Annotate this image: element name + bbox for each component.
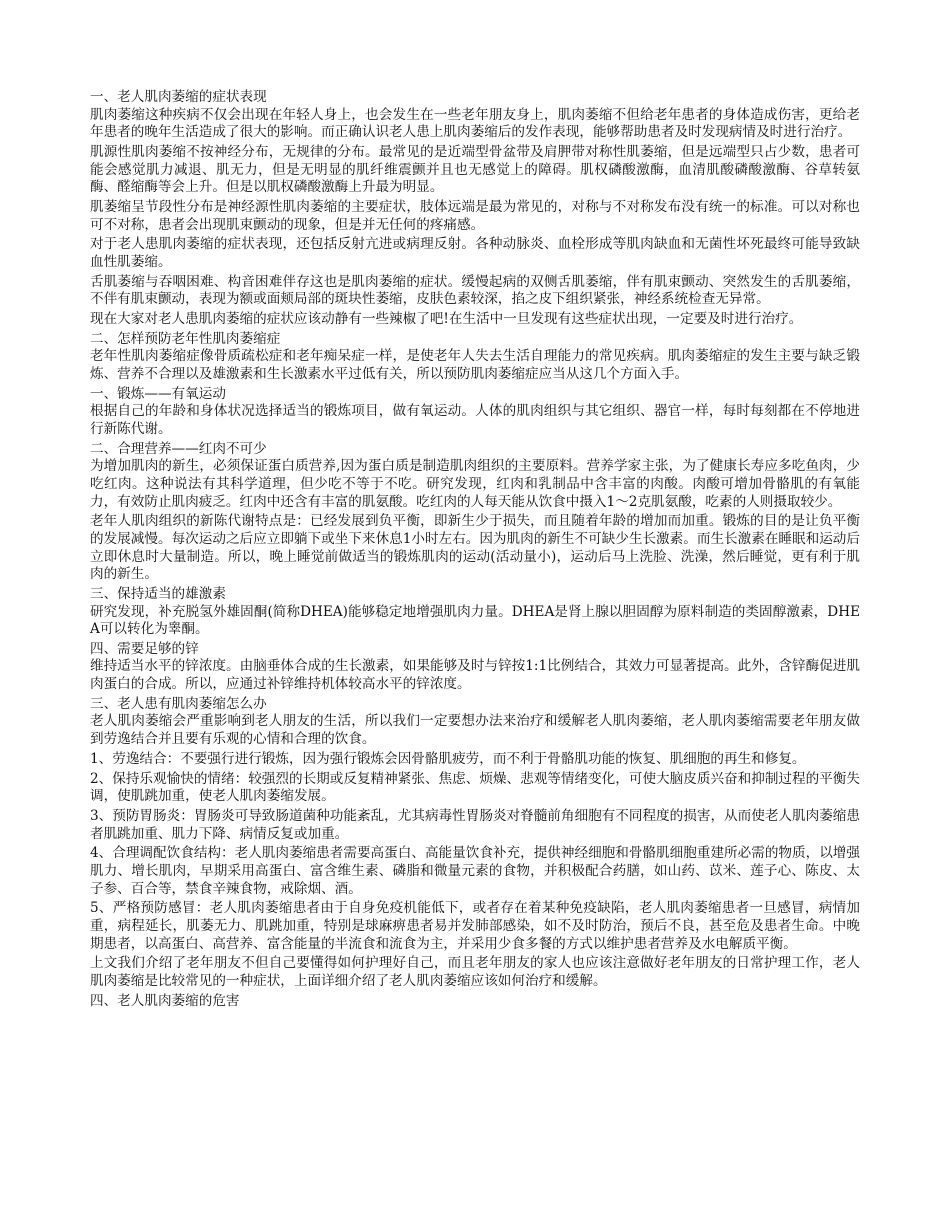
section-heading-prevention: 二、怎样预防老年性肌肉萎缩症	[90, 330, 281, 347]
paragraph: 肌肉萎缩这种疾病不仅会出现在年轻人身上，也会发生在一些老年朋友身上，肌肉萎缩不但给老年患者的身体造成伤害，更给老年患者的晚年生活造成了很大的影响。而正确认识老人患上肌肉萎缩后的发作表现，能够帮助患者及时发现病情及时进行治疗。	[90, 106, 860, 141]
list-item: 5、严格预防感冒：老人肌肉萎缩患者由于自身免疫机能低下，或者存在着某种免疫缺陷，老人肌肉萎缩患者一旦感冒，病情加重，病程延长，肌萎无力、肌跳加重，特别是球麻痹患者易并发肺部感染，如不及时防治，预后不良，甚至危及患者生命。中晚期患者，以高蛋白、高营养、富含能量的半流食和流食为主，并采用少食多餐的方式以维护患者营养及水电解质平衡。	[90, 900, 860, 952]
paragraph: 老人肌肉萎缩会严重影响到老人朋友的生活，所以我们一定要想办法来治疗和缓解老人肌肉萎缩，老人肌肉萎缩需要老年朋友做到劳逸结合并且要有乐观的心情和合理的饮食。	[90, 713, 860, 748]
subheading-nutrition: 二、合理营养——红肉不可少	[90, 440, 267, 457]
paragraph: 肌萎缩呈节段性分布是神经源性肌肉萎缩的主要症状，肢体远端是最为常见的，对称与不对称发布没有统一的标准。可以对称也可不对称，患者会出现肌束颤动的现象，但是并无任何的疼痛感。	[90, 198, 860, 233]
paragraph: 现在大家对老人患肌肉萎缩的症状应该动静有一些辣椒了吧!在生活中一旦发现有这些症状出现，一定要及时进行治疗。	[90, 311, 803, 328]
paragraph: 研究发现，补充脱氢外雄固酮(简称DHEA)能够稳定地增强肌肉力量。DHEA是肾上腺以胆固醇为原料制造的类固醇激素，DHEA可以转化为睾酮。	[90, 603, 860, 638]
subheading-androgen: 三、保持适当的雄激素	[90, 585, 226, 602]
paragraph: 对于老人患肌肉萎缩的症状表现，还包括反射亢进或病理反射。各种动脉炎、血栓形成等肌肉缺血和无菌性坏死最终可能导致缺血性肌萎缩。	[90, 236, 860, 270]
paragraph: 老年性肌肉萎缩症像骨质疏松症和老年痴呆症一样，是使老年人失去生活自理能力的常见疾病。肌肉萎缩症的发生主要与缺乏锻炼、营养不合理以及雄激素和生长激素水平过低有关，所以预防肌肉萎缩症应当从这几个方面入手。	[90, 348, 860, 383]
list-item: 3、预防胃肠炎：胃肠炎可导致肠道菌种功能紊乱，尤其病毒性胃肠炎对脊髓前角细胞有不同程度的损害，从而使老人肌肉萎缩患者肌跳加重、肌力下降、病情反复或加重。	[90, 807, 860, 842]
document-body	[90, 89, 860, 1010]
paragraph: 维持适当水平的锌浓度。由脑垂体合成的生长激素，如果能够及时与锌按1:1比例结合，其效力可显著提高。此外，含锌酶促进肌肉蛋白的合成。所以，应通过补锌维持机体较高水平的锌浓度。	[90, 658, 860, 693]
section-heading-treatment: 三、老人患有肌肉萎缩怎么办	[90, 695, 267, 712]
paragraph: 肌源性肌肉萎缩不按神经分布，无规律的分布。最常见的是近端型骨盆带及肩胛带对称性肌萎缩，但是远端型只占少数，患者可能会感觉肌力减退、肌无力，但是无明显的肌纤维震颤并且也无感觉上的障碍。肌权磷酸激酶，血清肌酸磷酸激酶、谷草转氨酶、醛缩酶等会上升。但是以肌权磷酸激酶上升最为明显。	[90, 143, 860, 196]
paragraph: 上文我们介绍了老年朋友不但自己要懂得如何护理好自己，而且老年朋友的家人也应该注意做好老年朋友的日常护理工作，老人肌肉萎缩是比较常见的一种症状，上面详细介绍了老人肌肉萎缩应该如何治疗和缓解。	[90, 955, 860, 989]
list-item: 4、合理调配饮食结构：老人肌肉萎缩患者需要高蛋白、高能量饮食补充，提供神经细胞和骨骼肌细胞重建所必需的物质，以增强肌力、增长肌肉，早期采用高蛋白、富含维生素、磷脂和微量元素的食物，并积极配合药膳，如山药、苡米、莲子心、陈皮、太子参、百合等，禁食辛辣食物，戒除烟、酒。	[90, 845, 860, 897]
list-item: 1、劳逸结合：不要强行进行锻炼，因为强行锻炼会因骨骼肌疲劳，而不利于骨骼肌功能的恢复、肌细胞的再生和修复。	[90, 750, 806, 767]
paragraph: 根据自己的年龄和身体状况选择适当的锻炼项目，做有氧运动。人体的肌肉组织与其它组织、器官一样，每时每刻都在不停地进行新陈代谢。	[90, 403, 860, 437]
list-item: 2、保持乐观愉快的情绪：较强烈的长期或反复精神紧张、焦虑、烦燥、悲观等情绪变化，可使大脑皮质兴奋和抑制过程的平衡失调，使肌跳加重，使老人肌肉萎缩发展。	[90, 770, 860, 805]
subheading-exercise: 一、锻炼——有氧运动	[90, 385, 226, 402]
section-heading-symptoms: 一、老人肌肉萎缩的症状表现	[90, 89, 267, 105]
section-heading-harm: 四、老人肌肉萎缩的危害	[90, 992, 240, 1009]
paragraph: 舌肌萎缩与吞咽困难、构音困难伴存这也是肌肉萎缩的症状。缓慢起病的双侧舌肌萎缩，伴有肌束颤动、突然发生的舌肌萎缩，不伴有肌束颤动，表现为额或面颊局部的斑块性萎缩，皮肤色素较深，掐之皮下组织紧张，神经系统检查无异常。	[90, 273, 860, 308]
subheading-zinc: 四、需要足够的锌	[90, 640, 199, 657]
paragraph: 老年人肌肉组织的新陈代谢特点是：已经发展到负平衡，即新生少于损失，而且随着年龄的增加而加重。锻炼的目的是让负平衡的发展减慢。每次运动之后应立即躺下或坐下来休息1小时左右。因为肌肉的新生不可缺少生长激素。而生长激素在睡眠和运动后立即休息时大量制造。所以，晚上睡觉前做适当的锻炼肌肉的运动(活动量小)，运动后马上洗脸、洗澡，然后睡觉，更有利于肌肉的新生。	[90, 513, 860, 583]
paragraph: 为增加肌肉的新生，必须保证蛋白质营养,因为蛋白质是制造肌肉组织的主要原料。营养学家主张，为了健康长寿应多吃鱼肉，少吃红肉。这种说法有其科学道理，但少吃不等于不吃。研究发现，红肉和乳制品中含丰富的肉酸。肉酸可增加骨骼肌的有氧能力，有效防止肌肉疲乏。红肉中还含有丰富的肌氨酸。吃红肉的人每天能从饮食中摄入1～2克肌氨酸，吃素的人则摄取较少。	[90, 458, 860, 510]
